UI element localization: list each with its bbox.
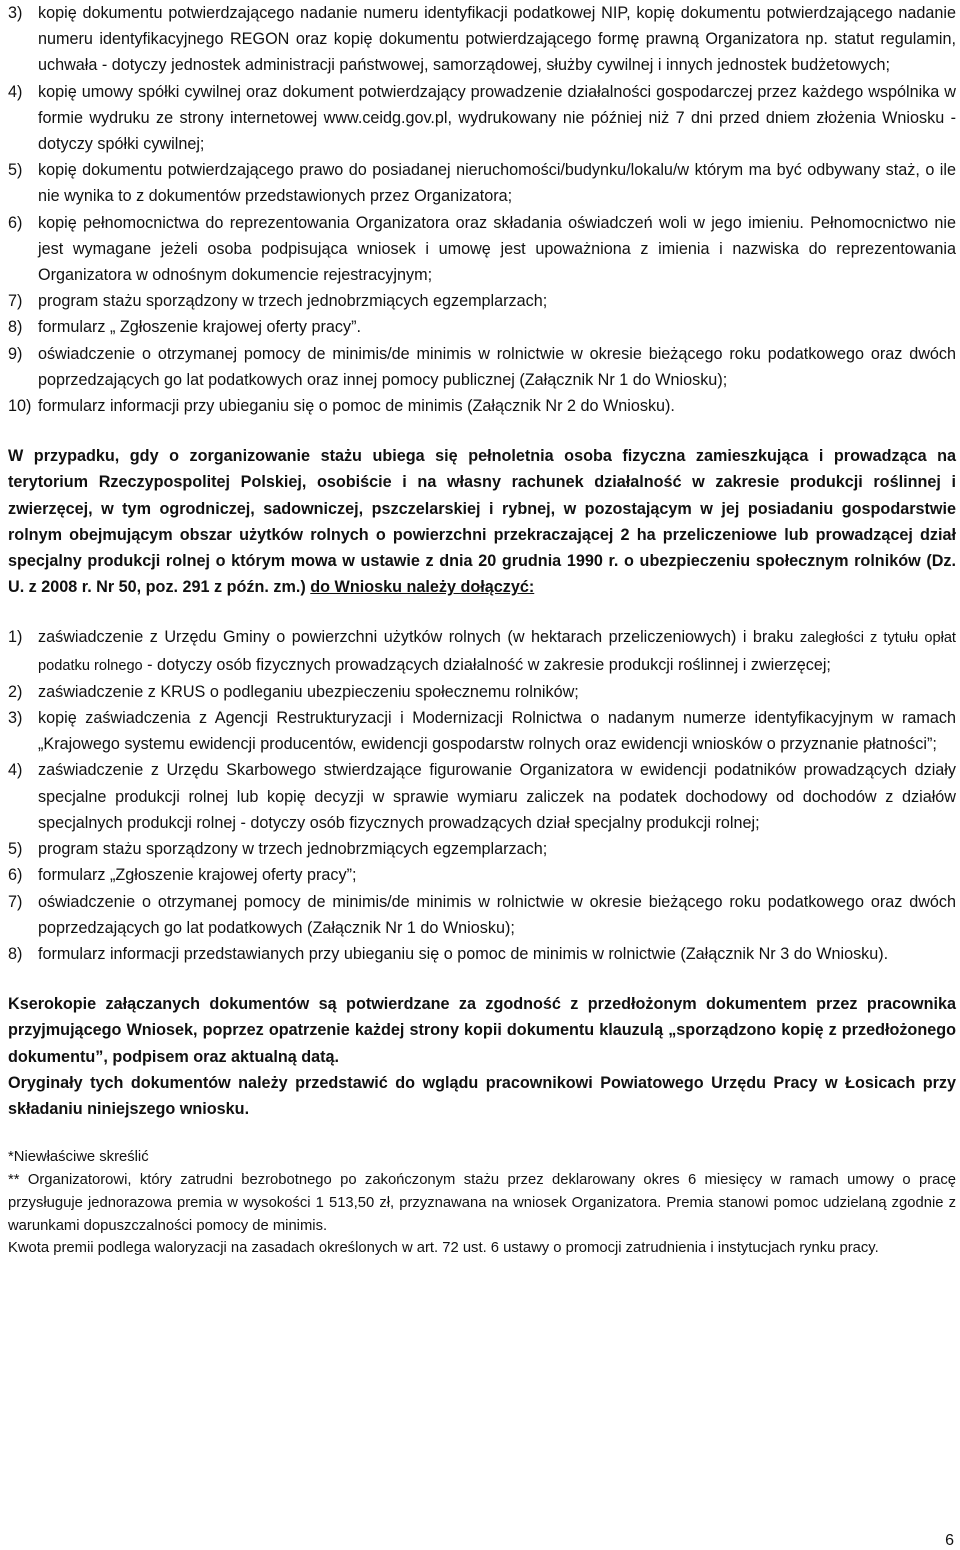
list-item: 7) program stażu sporządzony w trzech jednobrzmiących egzemplarzach; — [8, 292, 548, 311]
list-item: 2) zaświadczenie z KRUS o podleganiu ubezpieczeniu społecznemu rolników; — [8, 682, 579, 701]
attachments-list-general — [8, 0, 956, 419]
list-item: 6) formularz „Zgłoszenie krajowej oferty pracy”; — [8, 866, 357, 885]
list-item: 6) kopię pełnomocnictwa do reprezentowania Organizatora oraz składania oświadczeń woli w jego imieniu. Pełnomocnictwo nie jest wymagane jeżeli osoba podpisująca wniosek i umowę jest upoważniona z imienia i nazwiska do reprezentowania Organizatora w odnośnym dokumencie rejestracyjnym; — [8, 213, 956, 285]
list-item: 8) formularz „ Zgłoszenie krajowej oferty pracy”. — [8, 318, 361, 337]
list-item: 9) oświadczenie o otrzymanej pomocy de minimis/de minimis w rolnictwie w okresie bieżącego roku podatkowego oraz dwóch poprzedzających go lat podatkowych oraz innej pomocy publicznej (Załącznik Nr 1 do Wniosku); — [8, 344, 956, 389]
list-item: 4) kopię umowy spółki cywilnej oraz dokument potwierdzający prowadzenie działalności gospodarczej przez każdego wspólnika w formie wydruku ze strony internetowej www.ceidg.gov.pl, wydrukowany nie później niż 7 dni przed dniem złożenia Wniosku - dotyczy spółki cywilnej; — [8, 82, 956, 154]
list-item: 1) zaświadczenie z Urzędu Gminy o powierzchni użytków rolnych (w hektarach przeliczeniowych) i braku zaległości z tytułu opłat podatku rolnego - dotyczy osób fizycznych prowadzących działalność w zakresie produkcji roślinnej i zwierzęcej; — [8, 628, 956, 674]
attachments-list-farmer — [8, 624, 956, 967]
page-number: 6 — [945, 1532, 954, 1549]
list-item: 3) kopię dokumentu potwierdzającego nadanie numeru identyfikacji podatkowej NIP, kopię dokumentu potwierdzającego nadanie numeru identyfikacyjnego REGON oraz kopię dokumentu potwierdzającego formę prawną Organizatora np. statut regulamin, uchwała - dotyczy jednostek administracji państwowej, samorządowej, służby cywilnej i innych jednostek budżetowych; — [8, 4, 956, 75]
footnote-indexation: Kwota premii podlega waloryzacji na zasadach określonych w art. 72 ust. 6 ustawy o promocji zatrudnienia i instytucjach rynku pracy. — [8, 1240, 879, 1257]
list-item: 3) kopię zaświadczenia z Agencji Restrukturyzacji i Modernizacji Rolnictwa o nadanym numerze identyfikacyjnym w ramach „Krajowego systemu ewidencji producentów, ewidencji gospodarstw rolnych oraz ewidencji wniosków o przyznanie płatności”; — [8, 709, 956, 754]
list-item: 10) formularz informacji przy ubieganiu się o pomoc de minimis (Załącznik Nr 2 do Wniosku). — [8, 397, 675, 416]
list-item: 5) kopię dokumentu potwierdzającego prawo do posiadanej nieruchomości/budynku/lokalu/w którym ma być odbywany staż, o ile nie wynika to z dokumentów przedstawionych przez Organizatora; — [8, 161, 956, 206]
farmer-section-heading: W przypadku, gdy o zorganizowanie stażu ubiega się pełnoletnia osoba fizyczna zamieszkująca i prowadząca na terytorium Rzeczypospolitej Polskiej, osobiście i na własny rachunek działalność w zakresie produkcji roślinnej i zwierzęcej, w tym ogrodniczej, sadowniczej, pszczelarskiej i rybnej, w pozostającym w jej posiadaniu gospodarstwie rolnym obejmującym obszar użytków rolnych o powierzchni przekraczającej 2 ha przeliczeniowe lub prowadzącej dział specjalny produkcji rolnej o którym mowa w ustawie z dnia 20 grudnia 1990 r. o ubezpieczeniu społecznym rolników (Dz. U. z 2008 r. Nr 50, poz. 291 z późn. zm.) do Wniosku należy dołączyć: — [8, 447, 956, 597]
farmer-heading-underlined: do Wniosku należy dołączyć: — [310, 578, 535, 597]
list-item: 8) formularz informacji przedstawianych przy ubieganiu się o pomoc de minimis w rolnictwie (Załącznik Nr 3 do Wniosku). — [8, 944, 889, 963]
list-item: 5) program stażu sporządzony w trzech jednobrzmiących egzemplarzach; — [8, 840, 548, 859]
copies-certification-note: Kserokopie załączanych dokumentów są potwierdzane za zgodność z przedłożonym dokumentem przez pracownika przyjmującego Wniosek, poprzez opatrzenie każdej strony kopii dokumentu klauzulą „sporządzono kopię z przedłożonego dokumentu”, podpisem oraz aktualną datą. — [8, 995, 956, 1066]
footnote-bonus: ** Organizatorowi, który zatrudni bezrobotnego po zakończonym stażu przez deklarowany okres 6 miesięcy w ramach umowy o pracę przysługuje jednorazowa premia w wysokości 1 513,50 zł, przyznawana na wniosek Organizatora. Premia stanowi pomoc udzielaną zgodnie z warunkami dopuszczalności pomocy de minimis. — [8, 1171, 956, 1234]
footnote-strike: *Niewłaściwe skreślić — [8, 1149, 149, 1166]
originals-note: Oryginały tych dokumentów należy przedstawić do wglądu pracownikowi Powiatowego Urzędu Pracy w Łosicach przy składaniu niniejszego wniosku. — [8, 1073, 956, 1118]
list-item: 4) zaświadczenie z Urzędu Skarbowego stwierdzające figurowanie Organizatora w ewidencji podatników prowadzących działy specjalne produkcji rolnej lub kopię decyzji w sprawie wymiaru zaliczek na podatek dochodowy od dochodów z działów specjalnych produkcji rolnej - dotyczy osób fizycznych prowadzących dział specjalny produkcji rolnej; — [8, 761, 956, 832]
document-page — [8, 0, 956, 1260]
list-item: 7) oświadczenie o otrzymanej pomocy de minimis/de minimis w rolnictwie w okresie bieżącego roku podatkowego oraz dwóch poprzedzających go lat podatkowych (Załącznik Nr 1 do Wniosku); — [8, 892, 956, 937]
